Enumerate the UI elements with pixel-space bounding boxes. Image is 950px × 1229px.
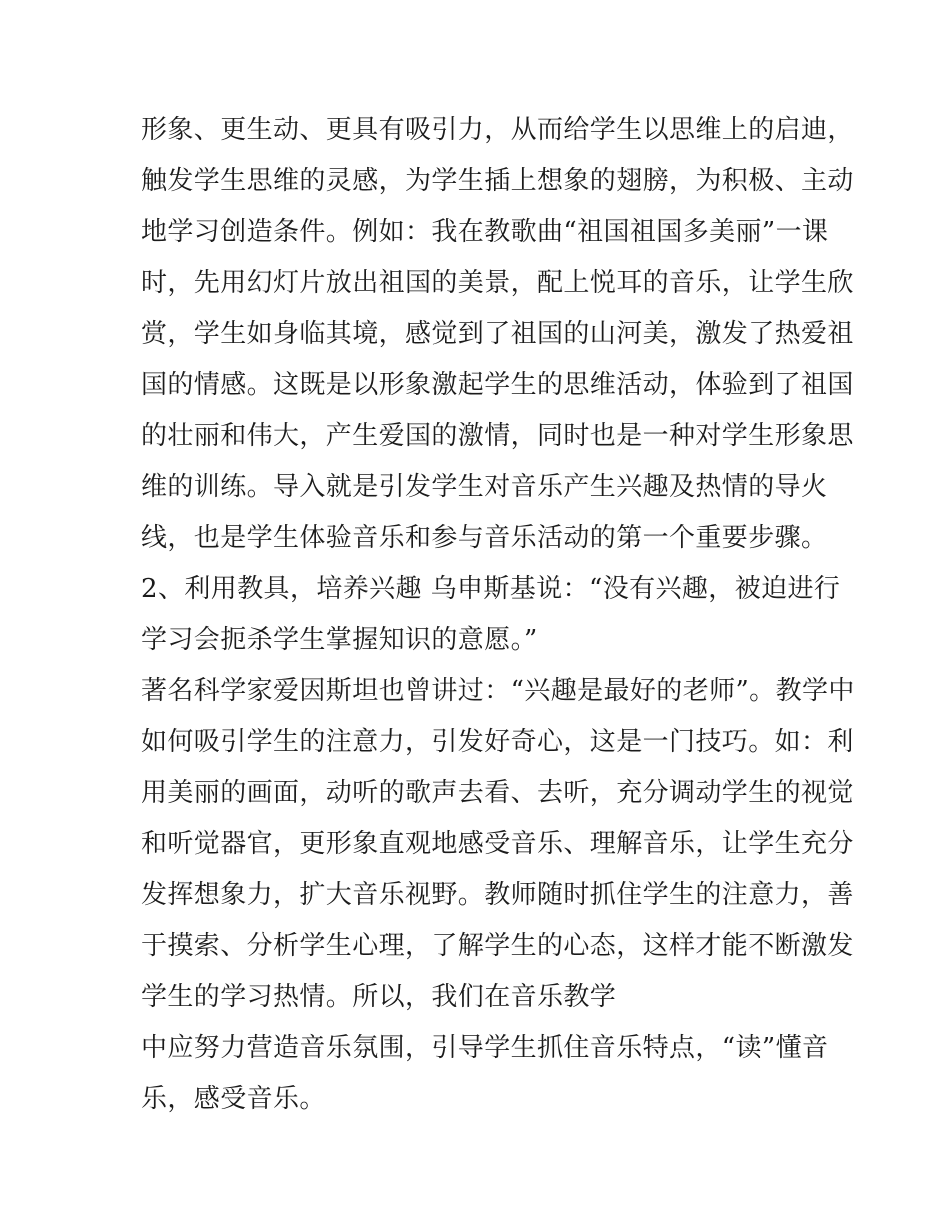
text-line: 于摸索、分析学生心理，了解学生的心态，这样才能不断激发	[141, 931, 854, 961]
text-line: 国的情感。这既是以形象激起学生的思维活动，体验到了祖国	[141, 370, 854, 400]
text-line: 触发学生思维的灵感，为学生插上想象的翅膀，为积极、主动	[141, 166, 854, 196]
text-line: 如何吸引学生的注意力，引发好奇心，这是一门技巧。如：利	[141, 727, 854, 757]
text-line: 地学习创造条件。例如：我在教歌曲“祖国祖国多美丽”一课	[141, 217, 829, 247]
text-line: 学习会扼杀学生掌握知识的意愿。”	[141, 625, 538, 655]
text-line: 的壮丽和伟大，产生爱国的激情，同时也是一种对学生形象思	[141, 421, 854, 451]
text-line: 乐，感受音乐。	[141, 1084, 326, 1114]
text-line: 著名科学家爱因斯坦也曾讲过：“兴趣是最好的老师”。教学中	[141, 676, 855, 706]
text-line: 线，也是学生体验音乐和参与音乐活动的第一个重要步骤。	[141, 523, 828, 553]
text-line: 和听觉器官，更形象直观地感受音乐、理解音乐，让学生充分	[141, 829, 854, 859]
text-line: 时，先用幻灯片放出祖国的美景，配上悦耳的音乐，让学生欣	[141, 268, 854, 298]
section-heading-line: 2、利用教具，培养兴趣 乌申斯基说：“没有兴趣，被迫进行	[141, 574, 841, 604]
text-line: 形象、更生动、更具有吸引力，从而给学生以思维上的启迪，	[141, 115, 854, 145]
text-line: 用美丽的画面，动听的歌声去看、去听，充分调动学生的视觉	[141, 778, 854, 808]
text-line: 维的训练。导入就是引发学生对音乐产生兴趣及热情的导火	[141, 472, 828, 502]
text-line: 赏，学生如身临其境，感觉到了祖国的山河美，激发了热爱祖	[141, 319, 854, 349]
text-line: 学生的学习热情。所以，我们在音乐教学	[141, 982, 617, 1012]
text-line: 中应努力营造音乐氛围，引导学生抓住音乐特点，“读”懂音	[141, 1033, 829, 1063]
text-line: 发挥想象力，扩大音乐视野。教师随时抓住学生的注意力，善	[141, 880, 854, 910]
